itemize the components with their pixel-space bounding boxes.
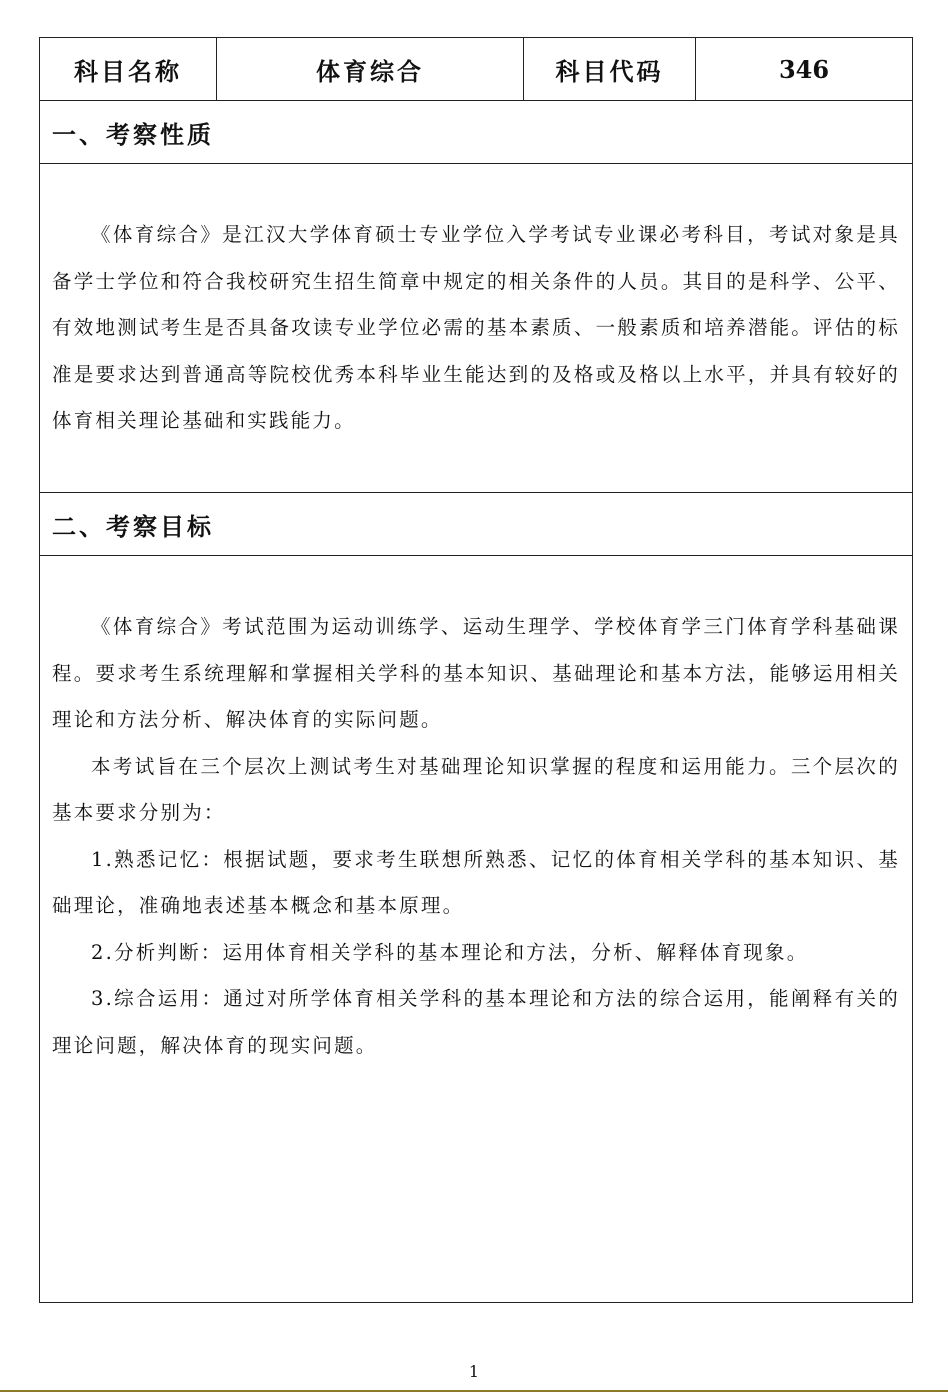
section2-paragraph-2: 本考试旨在三个层次上测试考生对基础理论知识掌握的程度和运用能力。三个层次的基本要求分别为： — [52, 754, 900, 824]
subject-name-value: 体育综合 — [217, 38, 524, 100]
subject-header-row — [40, 38, 912, 101]
section1-body — [40, 212, 912, 445]
section2-paragraph-1: 《体育综合》考试范围为运动训练学、运动生理学、学校体育学三门体育学科基础课程。要求考生系统理解和掌握相关学科的基本知识、基础理论和基本方法，能够运用相关理论和方法分析、解决体育的实际问题。 — [52, 615, 900, 731]
subject-code-label: 科目代码 — [524, 38, 696, 100]
subject-code-value: 346 — [778, 54, 830, 84]
section2-title: 二、考察目标 — [40, 493, 912, 556]
section2-item-3: 3.综合运用：通过对所学体育相关学科的基本理论和方法的综合运用，能阐释有关的理论问题，解决体育的现实问题。 — [52, 987, 900, 1057]
section1-title: 一、考察性质 — [40, 101, 912, 164]
page-number: 1 — [468, 1362, 480, 1381]
exam-syllabus-table — [39, 37, 913, 1303]
subject-name-label: 科目名称 — [40, 38, 217, 100]
section2-item-1: 1.熟悉记忆：根据试题，要求考生联想所熟悉、记忆的体育相关学科的基本知识、基础理论，准确地表述基本概念和基本原理。 — [52, 847, 900, 917]
section2-body — [40, 604, 912, 1069]
section1-paragraph-1: 《体育综合》是江汉大学体育硕士专业学位入学考试专业课必考科目，考试对象是具备学士学位和符合我校研究生招生简章中规定的相关条件的人员。其目的是科学、公平、有效地测试考生是否具备攻读专业学位必需的基本素质、一般素质和培养潜能。评估的标准是要求达到普通高等院校优秀本科毕业生能达到的及格或及格以上水平，并具有较好的体育相关理论基础和实践能力。 — [52, 223, 900, 432]
section2-item-2: 2.分析判断：运用体育相关学科的基本理论和方法，分析、解释体育现象。 — [91, 940, 809, 964]
bottom-rule — [0, 1390, 948, 1392]
